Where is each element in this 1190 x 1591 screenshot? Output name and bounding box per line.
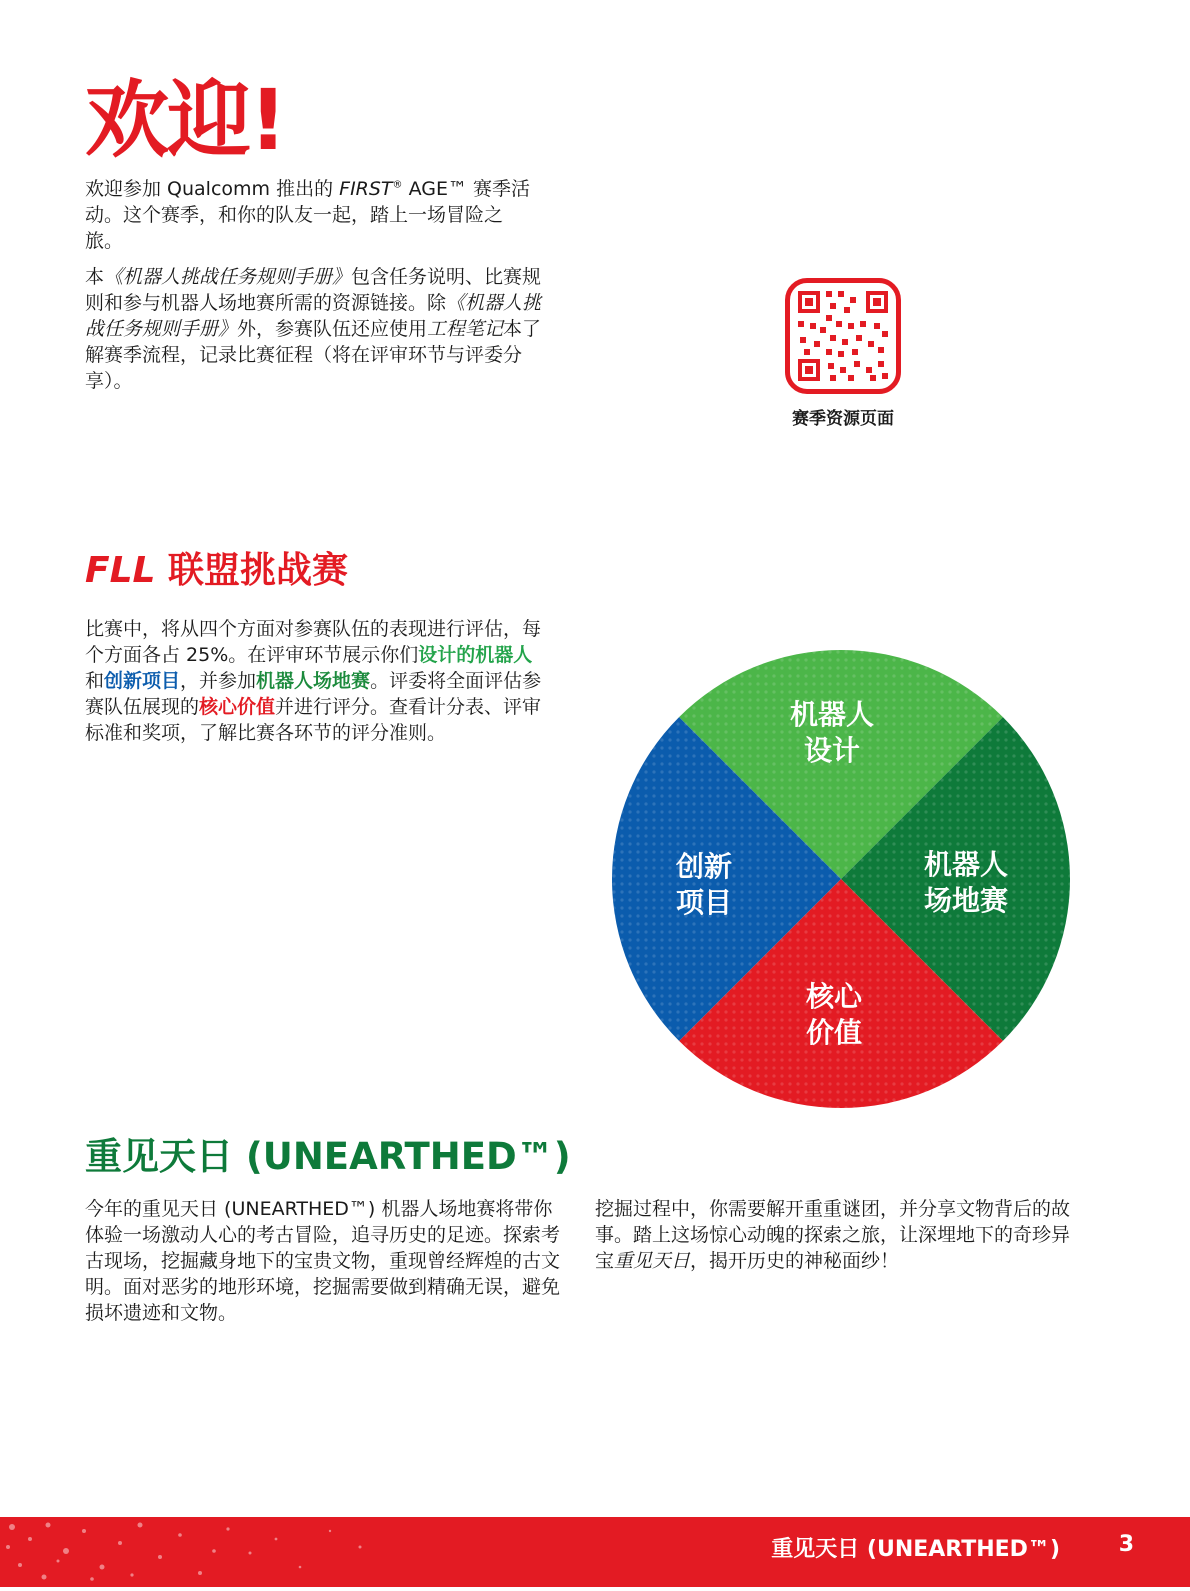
unearthed-paragraph-2: 挖掘过程中，你需要解开重重谜团，并分享文物背后的故事。踏上这场惊心动魄的探索之旅，让深埋地下的奇珍异宝重见天日，揭开历史的神秘面纱！ bbox=[595, 1198, 1071, 1272]
intro-paragraph-2: 本《机器人挑战任务规则手册》包含任务说明、比赛规则和参与机器人场地赛所需的资源链接。除《机器人挑战任务规则手册》外，参赛队伍还应使用工程笔记本了解赛季流程，记录比赛征程（将在评审环节与评委分享）。 bbox=[85, 266, 542, 392]
wheel-label-innovation: 创新项目 bbox=[675, 850, 733, 919]
judging-wheel bbox=[610, 648, 1072, 1110]
unearthed-heading: 重见天日 (UNEARTHED™) bbox=[85, 1135, 571, 1178]
page-number: 3 bbox=[1118, 1532, 1134, 1557]
footer-season-label: 重见天日 (UNEARTHED™) bbox=[771, 1537, 1060, 1562]
wheel-label-core-values: 核心价值 bbox=[805, 980, 863, 1049]
intro-paragraph-1: 欢迎参加 Qualcomm 推出的 FIRST® AGE™ 赛季活动。这个赛季，和你的队友一起，踏上一场冒险之旅。 bbox=[85, 178, 531, 252]
footer-speckle-texture bbox=[0, 1517, 420, 1587]
wheel-label-robot-design: 机器人设计 bbox=[789, 698, 875, 767]
page-title: 欢迎! bbox=[85, 71, 286, 169]
qr-code-graphic bbox=[790, 283, 896, 389]
qr-code-icon[interactable] bbox=[785, 278, 901, 394]
qr-caption: 赛季资源页面 bbox=[792, 409, 894, 429]
fll-paragraph: 比赛中，将从四个方面对参赛队伍的表现进行评估，每个方面各占 25%。在评审环节展示你们设计的机器人和创新项目，并参加机器人场地赛。评委将全面评估参赛队伍展现的核心价值并进行评分。查看计分表、评审标准和奖项，了解比赛各环节的评分准则。 bbox=[85, 618, 542, 744]
wheel-label-robot-game: 机器人场地赛 bbox=[923, 848, 1009, 917]
unearthed-paragraph-1: 今年的重见天日 (UNEARTHED™) 机器人场地赛将带你体验一场激动人心的考古冒险，追寻历史的足迹。探索考古现场，挖掘藏身地下的宝贵文物，重现曾经辉煌的古文明。面对恶劣的地形环境，挖掘需要做到精确无误，避免损坏遗迹和文物。 bbox=[85, 1198, 561, 1324]
fll-heading: FLL 联盟挑战赛 bbox=[85, 550, 349, 591]
